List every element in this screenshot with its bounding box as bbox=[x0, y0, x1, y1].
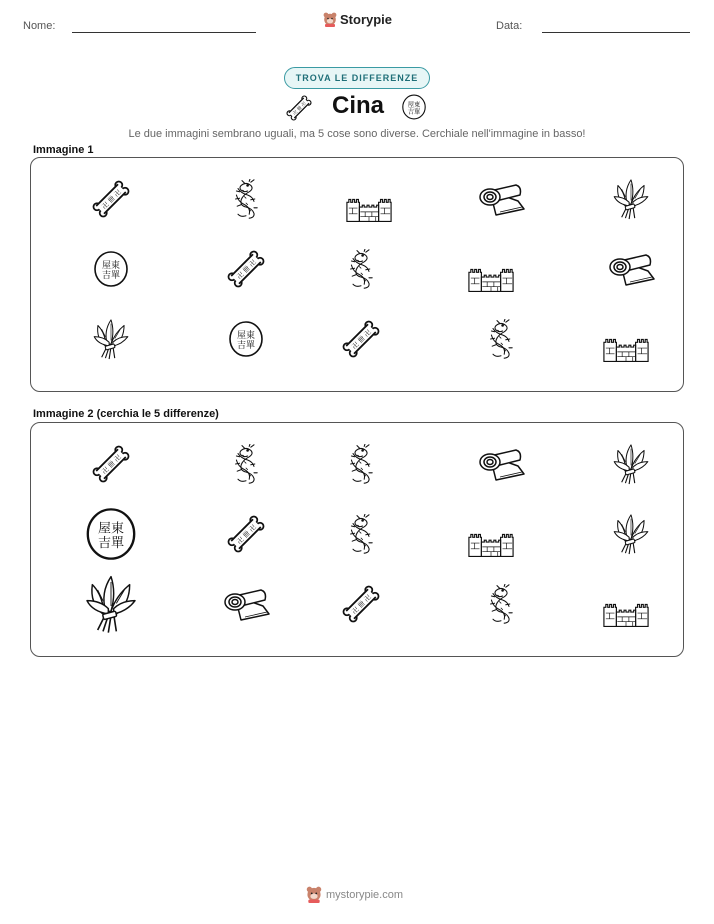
image2-label: Immagine 2 (cerchia le 5 differenze) bbox=[33, 408, 219, 420]
footer bbox=[306, 886, 403, 903]
rolled-scroll-icon[interactable] bbox=[225, 590, 269, 620]
herb-bundle-icon[interactable] bbox=[614, 515, 648, 554]
image2-grid bbox=[31, 423, 685, 658]
great-wall-icon bbox=[604, 339, 648, 361]
date-line[interactable] bbox=[542, 32, 690, 33]
date-label: Data: bbox=[496, 20, 523, 32]
instructions: Le due immagini sembrano uguali, ma 5 cose sono diverse. Cerchiale nell'immagine in basso! bbox=[128, 128, 586, 140]
seal-stamp-icon bbox=[400, 93, 428, 121]
footer-site: mystorypie.com bbox=[326, 888, 404, 901]
seal-stamp-icon[interactable] bbox=[88, 509, 134, 558]
find-differences-badge: TROVA LE DIFFERENZE bbox=[284, 67, 430, 89]
seal-stamp-icon bbox=[95, 252, 127, 286]
image1-panel bbox=[30, 157, 684, 392]
bear-icon bbox=[323, 12, 337, 27]
dragon-icon bbox=[351, 249, 373, 288]
image1-grid bbox=[31, 158, 685, 393]
scroll-token-icon bbox=[227, 250, 265, 288]
brand-name: Storypie bbox=[340, 12, 393, 27]
great-wall-icon bbox=[347, 199, 391, 221]
great-wall-icon bbox=[469, 269, 513, 291]
scroll-token-icon bbox=[92, 180, 130, 218]
herb-bundle-icon[interactable] bbox=[87, 577, 135, 633]
rolled-scroll-icon bbox=[610, 255, 654, 285]
dragon-icon[interactable] bbox=[351, 444, 373, 483]
scroll-token-icon[interactable] bbox=[227, 515, 265, 553]
dragon-icon[interactable] bbox=[491, 584, 513, 623]
name-line[interactable] bbox=[72, 32, 256, 33]
scroll-token-icon[interactable] bbox=[342, 585, 380, 623]
dragon-icon bbox=[491, 319, 513, 358]
image1-label: Immagine 1 bbox=[33, 144, 94, 156]
dragon-icon bbox=[236, 179, 258, 218]
great-wall-icon[interactable] bbox=[469, 534, 513, 556]
brand-logo bbox=[323, 12, 392, 27]
herb-bundle-icon bbox=[614, 180, 648, 219]
herb-bundle-icon[interactable] bbox=[614, 445, 648, 484]
rolled-scroll-icon[interactable] bbox=[480, 450, 524, 480]
dragon-icon[interactable] bbox=[236, 444, 258, 483]
page-title: Cina bbox=[331, 92, 384, 119]
great-wall-icon[interactable] bbox=[604, 604, 648, 626]
rolled-scroll-icon bbox=[480, 185, 524, 215]
herb-bundle-icon bbox=[94, 320, 128, 359]
bear-icon bbox=[306, 886, 322, 903]
image2-panel[interactable] bbox=[30, 422, 684, 657]
dragon-icon[interactable] bbox=[351, 514, 373, 553]
name-label: Nome: bbox=[23, 20, 56, 32]
scroll-token-icon bbox=[342, 320, 380, 358]
scroll-token-icon bbox=[284, 93, 314, 123]
scroll-token-icon[interactable] bbox=[92, 445, 130, 483]
seal-stamp-icon bbox=[230, 322, 262, 356]
